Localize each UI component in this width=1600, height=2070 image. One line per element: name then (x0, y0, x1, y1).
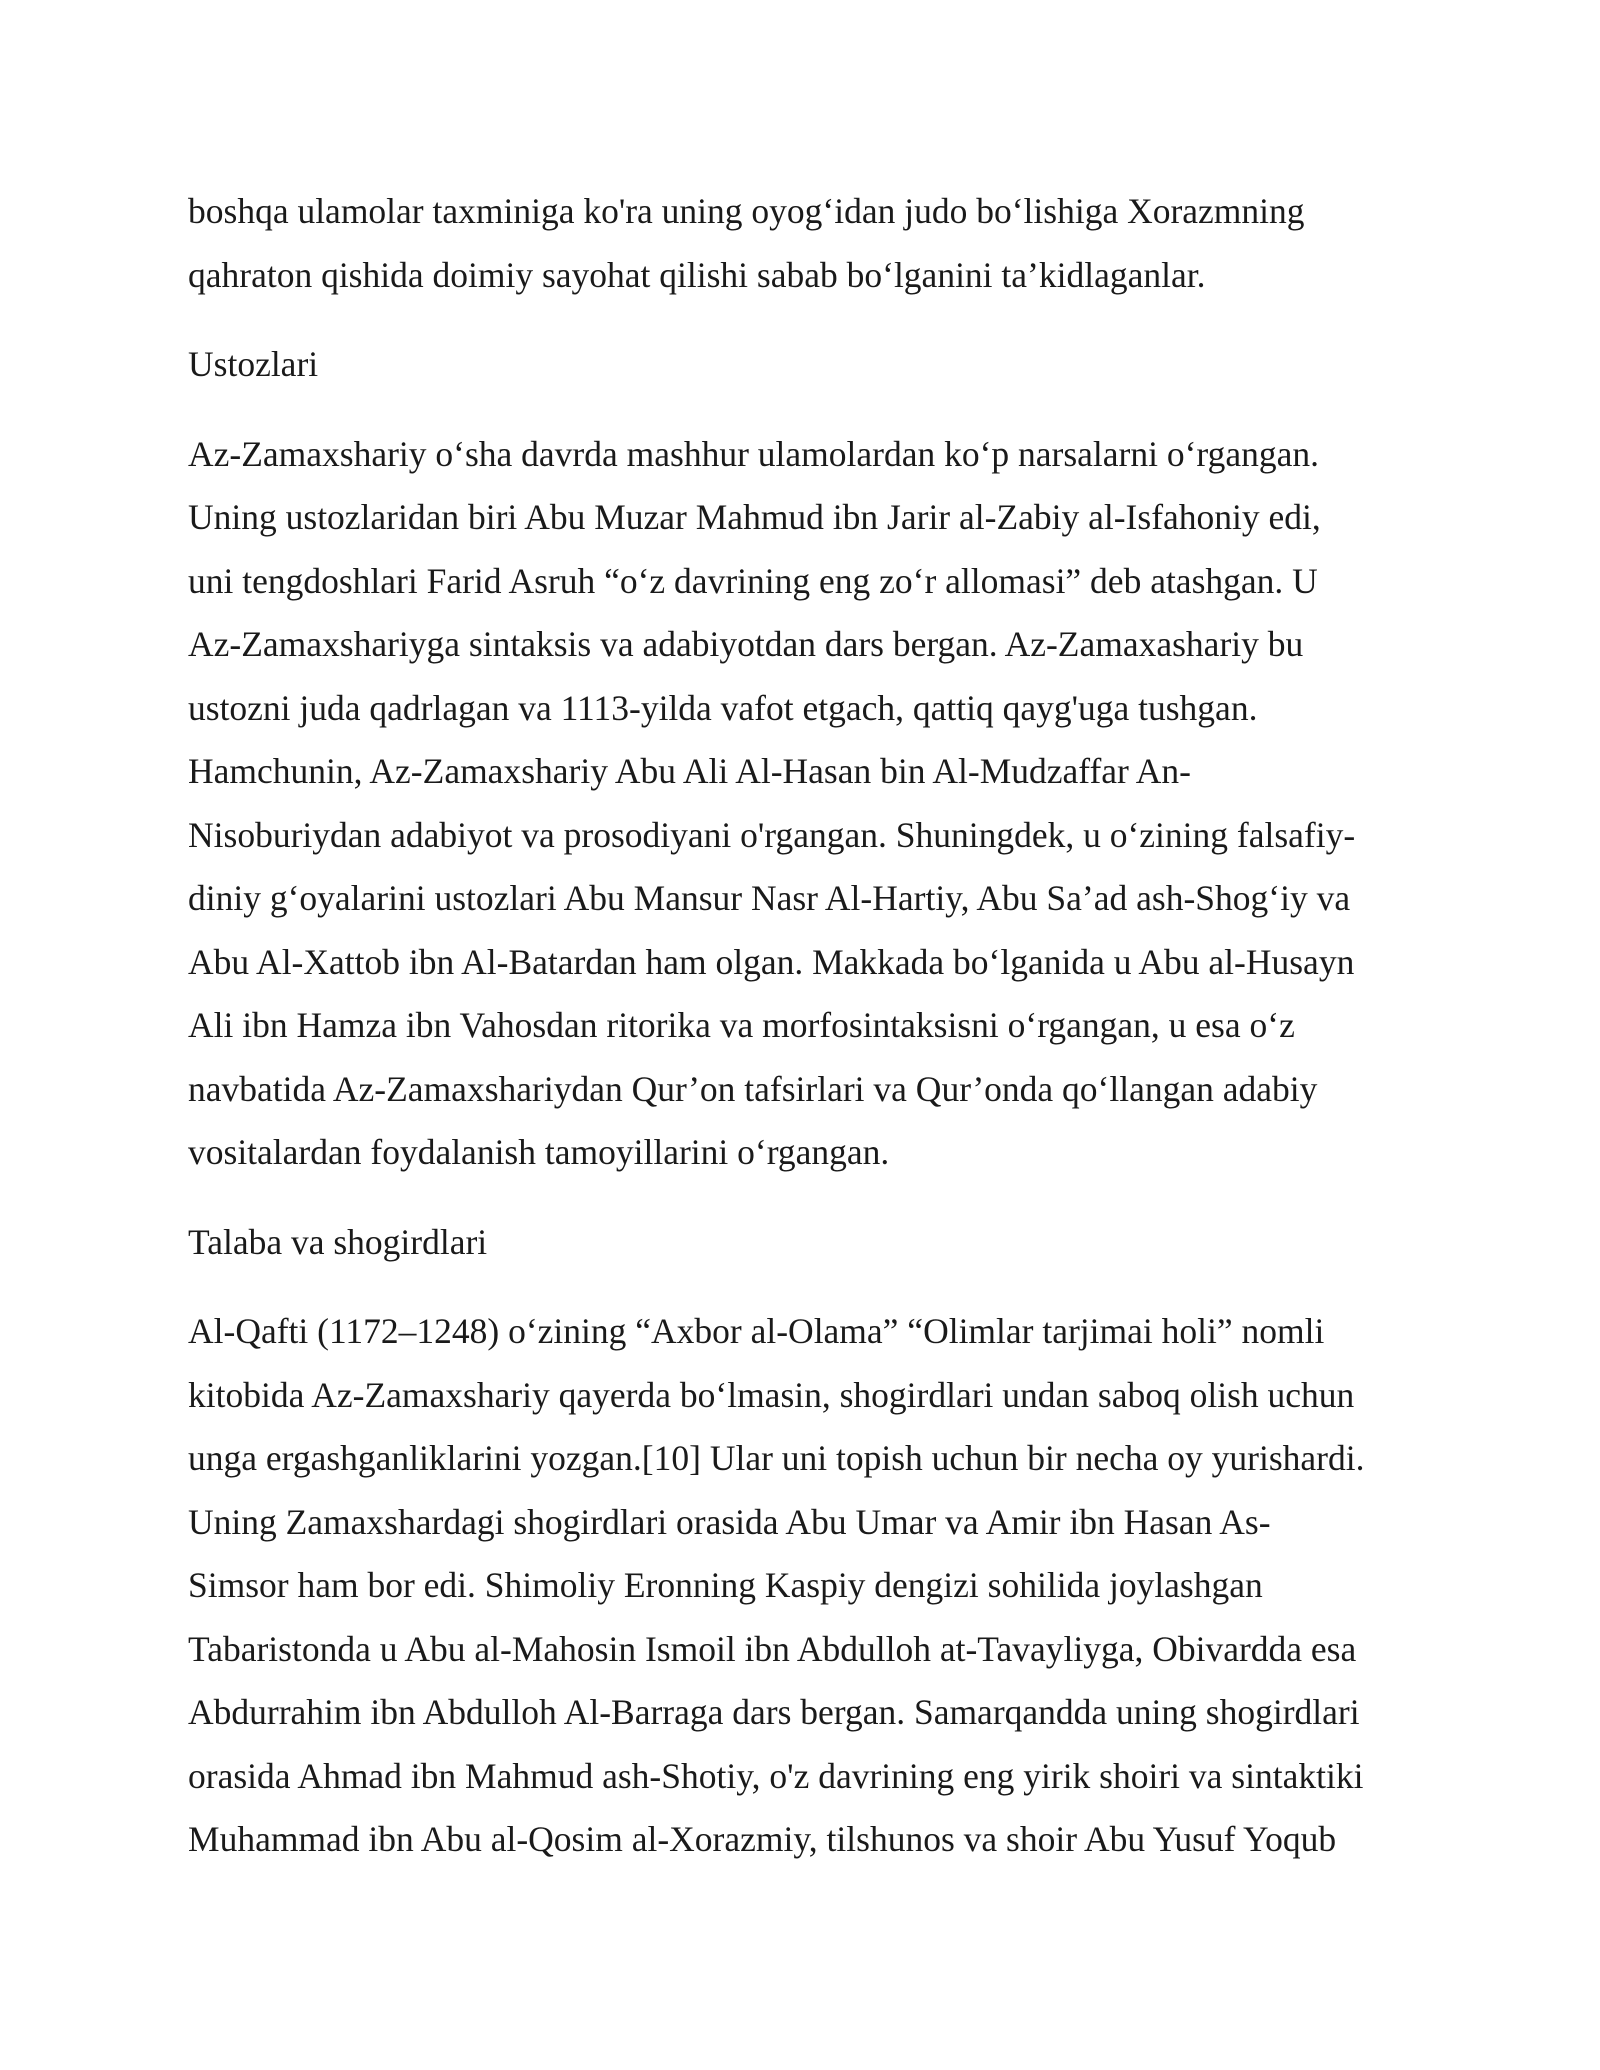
paragraph-spacer (188, 397, 1438, 423)
text-line: Muhammad ibn Abu al-Qosim al-Xorazmiy, tilshunos va shoir Abu Yusuf Yoqub (188, 1819, 1337, 1859)
text-line: Uning Zamaxshardagi shogirdlari orasida Abu Umar va Amir ibn Hasan As- (188, 1501, 1271, 1542)
text-line: Tabaristonda u Abu al-Mahosin Ismoil ibn Abdulloh at-Tavayliyga, Obivardda esa (188, 1628, 1357, 1669)
text-line: Al-Qafti (1172–1248) o‘zining “Axbor al-Olama” “Olimlar tarjimai holi” nomli (188, 1311, 1325, 1351)
text-line: Uning ustozlaridan biri Abu Muzar Mahmud ibn Jarir al-Zabiy al-Isfahoniy edi, (188, 497, 1321, 537)
text-line: diniy g‘oyalarini ustozlari Abu Mansur Nasr Al-Hartiy, Abu Sa’ad ash-Shog‘iy va (188, 878, 1351, 918)
text-line: Ali ibn Hamza ibn Vahosdan ritorika va morfosintaksisni o‘rgangan, u esa o‘z (188, 1005, 1295, 1045)
text-line: Az-Zamaxshariyga sintaksis va adabiyotdan dars bergan. Az-Zamaxashariy bu (188, 624, 1304, 664)
document-body (188, 180, 1438, 1872)
text-line: boshqa ulamolar taxminiga ko'ra uning oyog‘idan judo bo‘lishiga Xorazmning (188, 191, 1305, 231)
section-heading: Ustozlari (188, 344, 319, 384)
paragraph-spacer (188, 307, 1438, 333)
text-line: orasida Ahmad ibn Mahmud ash-Shotiy, o'z davrining eng yirik shoiri va sintaktiki (188, 1755, 1364, 1796)
text-line: Abu Al-Xattob ibn Al-Batardan ham olgan. Makkada bo‘lganida u Abu al-Husayn (188, 941, 1355, 982)
text-line: kitobida Az-Zamaxshariy qayerda bo‘lmasin, shogirdlari undan saboq olish uchun (188, 1374, 1355, 1415)
text-line: navbatida Az-Zamaxshariydan Qur’on tafsirlari va Qur’onda qo‘llangan adabiy (188, 1068, 1318, 1109)
text-line: Abdurrahim ibn Abdulloh Al-Barraga dars bergan. Samarqandda uning shogirdlari (188, 1692, 1360, 1732)
text-line: unga ergashganliklarini yozgan.[10] Ular uni topish uchun bir necha oy yurishardi. (188, 1438, 1365, 1478)
paragraph-1 (188, 180, 1438, 307)
text-line: Nisoburiydan adabiyot va prosodiyani o'rgangan. Shuningdek, u o‘zining falsafiy- (188, 814, 1356, 855)
text-line: uni tengdoshlari Farid Asruh “o‘z davrining eng zo‘r allomasi” deb atashgan. U (188, 560, 1318, 601)
paragraph-spacer (188, 1274, 1438, 1300)
paragraph-2 (188, 423, 1438, 1185)
paragraph-3 (188, 1300, 1438, 1872)
section-heading: Talaba va shogirdlari (188, 1221, 488, 1262)
text-line: ustozni juda qadrlagan va 1113-yilda vafot etgach, qattiq qayg'uga tushgan. (188, 687, 1258, 728)
text-line: Az-Zamaxshariy o‘sha davrda mashhur ulamolardan ko‘p narsalarni o‘rgangan. (188, 433, 1319, 474)
section-heading-talaba (188, 1211, 1438, 1275)
text-line: Hamchunin, Az-Zamaxshariy Abu Ali Al-Hasan bin Al-Mudzaffar An- (188, 751, 1191, 791)
paragraph-spacer (188, 1185, 1438, 1211)
section-heading-ustozlari (188, 333, 1438, 397)
text-line: Simsor ham bor edi. Shimoliy Eronning Kaspiy dengizi sohilida joylashgan (188, 1565, 1263, 1605)
text-line: qahraton qishida doimiy sayohat qilishi sabab bo‘lganini ta’kidlaganlar. (188, 254, 1206, 295)
text-line: vositalardan foydalanish tamoyillarini o‘rgangan. (188, 1132, 890, 1172)
